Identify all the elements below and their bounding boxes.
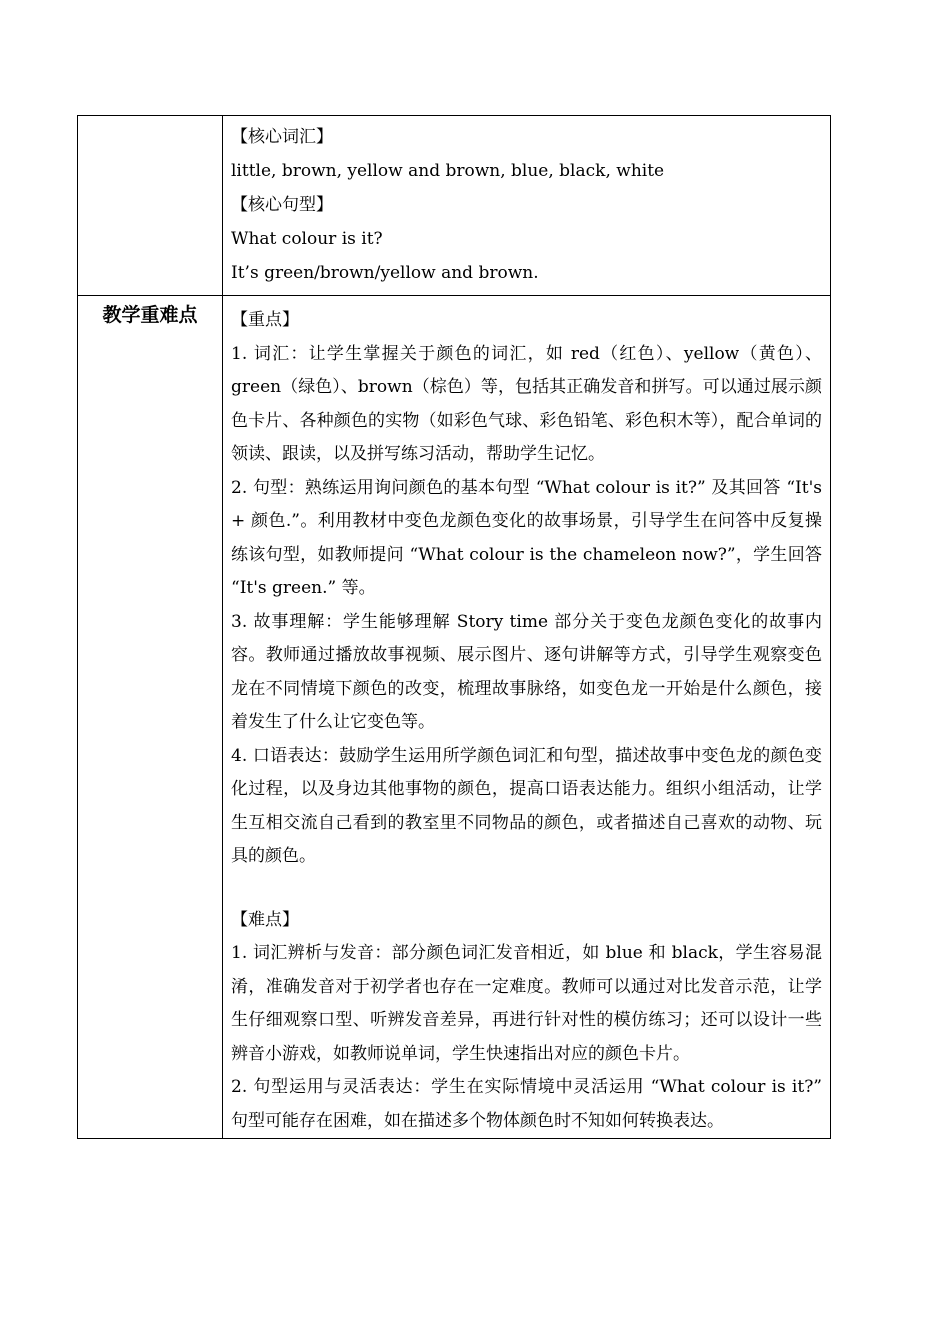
key-heading: 【重点】 (231, 310, 299, 330)
table-row-core-content (78, 116, 831, 296)
pattern-heading: 【核心句型】 (231, 195, 333, 215)
vocab-heading: 【核心词汇】 (231, 127, 333, 147)
section-gap (231, 874, 822, 904)
key-difficult-cell (223, 296, 831, 1139)
difficult-point-2: 2. 句型运用与灵活表达：学生在实际情境中灵活运用 “What colour is it?” 句型可能存在困难，如在描述多个物体颜色时不知如何转换表达。 (231, 1077, 822, 1131)
key-point-3: 3. 故事理解：学生能够理解 Story time 部分关于变色龙颜色变化的故事内容。教师通过播放故事视频、展示图片、逐句讲解等方式，引导学生观察变色龙在不同情境下颜色的改变，梳理故事脉络，如变色龙一开始是什么颜色，接着发生了什么让它变色等。 (231, 611, 822, 732)
pattern-question: What colour is it? (231, 229, 383, 249)
table-row-key-difficult (78, 296, 831, 1139)
lesson-plan-table (77, 115, 831, 1139)
row-label-key-difficult: 教学重难点 (78, 296, 223, 1139)
pattern-answer: It’s green/brown/yellow and brown. (231, 263, 539, 283)
difficult-heading: 【难点】 (231, 909, 299, 930)
key-point-1: 1. 词汇：让学生掌握关于颜色的词汇，如 red（红色）、yellow（黄色）、green（绿色）、brown（棕色）等，包括其正确发音和拼写。可以通过展示颜色卡片、各种颜色的实物（如彩色气球、彩色铅笔、彩色积木等），配合单词的领读、跟读，以及拼写练习活动，帮助学生记忆。 (231, 343, 822, 464)
key-point-4: 4. 口语表达：鼓励学生运用所学颜色词汇和句型，描述故事中变色龙的颜色变化过程，以及身边其他事物的颜色，提高口语表达能力。组织小组活动，让学生互相交流自己看到的教室里不同物品的颜色，或者描述自己喜欢的动物、玩具的颜色。 (231, 745, 822, 866)
row-label-empty (78, 116, 223, 296)
vocab-words: little, brown, yellow and brown, blue, black, white (231, 161, 665, 181)
difficult-point-1: 1. 词汇辨析与发音：部分颜色词汇发音相近，如 blue 和 black，学生容易混淆，准确发音对于初学者也存在一定难度。教师可以通过对比发音示范，让学生仔细观察口型、听辨发音差异，再进行针对性的模仿练习；还可以设计一些辨音小游戏，如教师说单词，学生快速指出对应的颜色卡片。 (231, 943, 822, 1064)
core-content-cell (223, 116, 831, 296)
key-point-2: 2. 句型：熟练运用询问颜色的基本句型 “What colour is it?” 及其回答 “It's + 颜色.”。利用教材中变色龙颜色变化的故事场景，引导学生在问答中反复操练该句型，如教师提问 “What colour is the chameleon now?”，学生回答 “It's green.” 等。 (231, 477, 822, 598)
